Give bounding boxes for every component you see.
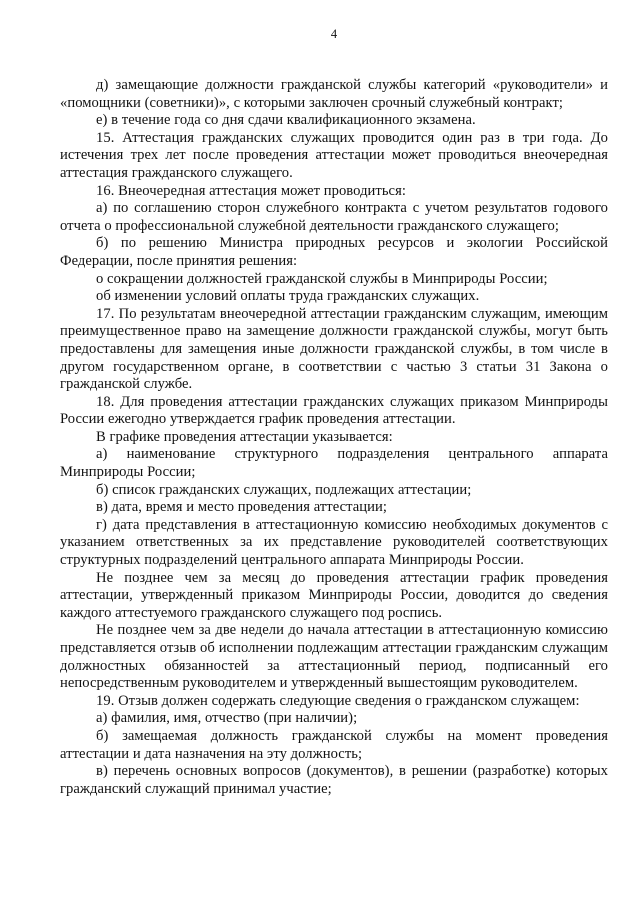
document-body bbox=[60, 77, 608, 798]
paragraph: а) по соглашению сторон служебного контракта с учетом результатов годового отчета о профессиональной служебной деятельности гражданского служащего; bbox=[60, 200, 608, 234]
paragraph: 19. Отзыв должен содержать следующие сведения о гражданском служащем: bbox=[96, 692, 580, 709]
paragraph: 17. По результатам внеочередной аттестации гражданским служащим, имеющим преимущественное право на замещение должности гражданской службы, могут быть предоставлены для замещения иные должности гражданской службы, в том числе в другом государственном органе, в соответствии с частью 3 статьи 31 Закона о гражданской службе. bbox=[60, 305, 608, 393]
paragraph: об изменении условий оплаты труда гражданских служащих. bbox=[96, 288, 480, 305]
paragraph: б) список гражданских служащих, подлежащих аттестации; bbox=[96, 481, 472, 498]
paragraph: 15. Аттестация гражданских служащих проводится один раз в три года. До истечения трех лет после проведения аттестации может проводиться внеочередная аттестация гражданского служащего. bbox=[60, 129, 608, 181]
paragraph: о сокращении должностей гражданской службы в Минприроды России; bbox=[96, 270, 548, 287]
paragraph: 18. Для проведения аттестации гражданских служащих приказом Минприроды России ежегодно утверждается график проведения аттестации. bbox=[60, 393, 608, 428]
paragraph: б) замещаемая должность гражданской службы на момент проведения аттестации и дата назначения на эту должность; bbox=[60, 727, 608, 762]
page-number: 4 bbox=[330, 27, 338, 41]
paragraph: а) наименование структурного подразделения центрального аппарата Минприроды России; bbox=[60, 446, 608, 481]
paragraph: е) в течение года со дня сдачи квалификационного экзамена. bbox=[96, 112, 476, 129]
paragraph: в) дата, время и место проведения аттестации; bbox=[96, 499, 387, 516]
paragraph: Не позднее чем за месяц до проведения аттестации график проведения аттестации, утвержденный приказом Минприроды России, доводится до сведения каждого аттестуемого гражданского служащего под роспись. bbox=[60, 569, 608, 621]
paragraph: г) дата представления в аттестационную комиссию необходимых документов с указанием ответственных за их представление руководителей соответствующих структурных подразделений центрального аппарата Минприроды России. bbox=[60, 516, 608, 569]
document-page bbox=[60, 0, 608, 905]
paragraph: а) фамилия, имя, отчество (при наличии); bbox=[96, 710, 358, 727]
paragraph: 16. Внеочередная аттестация может проводиться: bbox=[96, 182, 406, 199]
paragraph: В графике проведения аттестации указывается: bbox=[96, 428, 393, 445]
paragraph: д) замещающие должности гражданской службы категорий «руководители» и «помощники (советники)», с которыми заключен срочный служебный контракт; bbox=[60, 77, 608, 111]
paragraph: Не позднее чем за две недели до начала аттестации в аттестационную комиссию представляется отзыв об исполнении подлежащим аттестации гражданским служащим должностных обязанностей за аттестационный период, подписанный его непосредственным руководителем и утвержденный вышестоящим руководителем. bbox=[60, 622, 608, 692]
paragraph: в) перечень основных вопросов (документов), в решении (разработке) которых гражданский служащий принимал участие; bbox=[60, 763, 608, 797]
paragraph: б) по решению Министра природных ресурсов и экологии Российской Федерации, после принятия решения: bbox=[60, 235, 608, 269]
